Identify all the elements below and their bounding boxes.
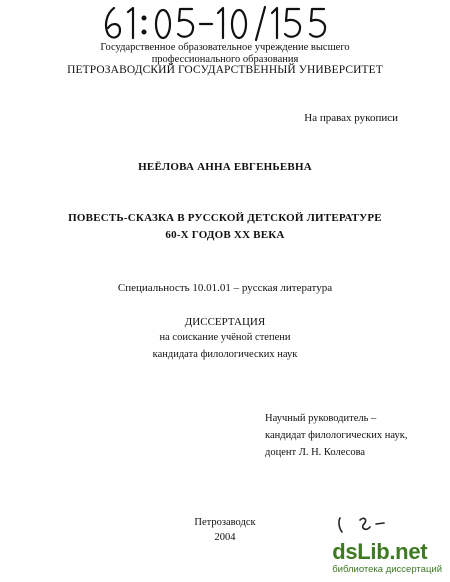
dissertation-label: ДИССЕРТАЦИЯ [184, 316, 266, 328]
dissertation-title-line-2: 60-Х ГОДОВ XX ВЕКА [165, 229, 285, 241]
university-name: ПЕТРОЗАВОДСКИЙ ГОСУДАРСТВЕННЫЙ УНИВЕРСИТЕТ [67, 64, 383, 76]
institution-line-2: профессионального образования [151, 54, 299, 65]
supervisor-degree: кандидат филологических наук, [265, 430, 408, 441]
degree-name-line: кандидата филологических наук [152, 349, 298, 360]
dslib-watermark [332, 541, 442, 576]
handwritten-signature-mark [336, 512, 386, 536]
handwritten-library-code [100, 4, 330, 42]
year: 2004 [214, 532, 236, 543]
institution-line-1: Государственное образовательное учреждение высшего [100, 42, 350, 53]
supervisor-name: доцент Л. Н. Колесова [265, 447, 366, 458]
author-name: НЕЁЛОВА АННА ЕВГЕНЬЕВНА [138, 161, 312, 173]
supervisor-label: Научный руководитель – [265, 413, 377, 424]
city: Петрозаводск [194, 517, 256, 528]
dissertation-title-line-1: ПОВЕСТЬ-СКАЗКА В РУССКОЙ ДЕТСКОЙ ЛИТЕРАТУРЕ [68, 212, 382, 224]
watermark-logo: dsLib.net [332, 539, 428, 564]
specialty-line: Специальность 10.01.01 – русская литература [117, 282, 333, 294]
watermark-subtitle: библиотека диссертаций [332, 564, 442, 575]
manuscript-rights-note: На правах рукописи [304, 112, 398, 124]
degree-purpose-line: на соискание учёной степени [159, 332, 291, 343]
